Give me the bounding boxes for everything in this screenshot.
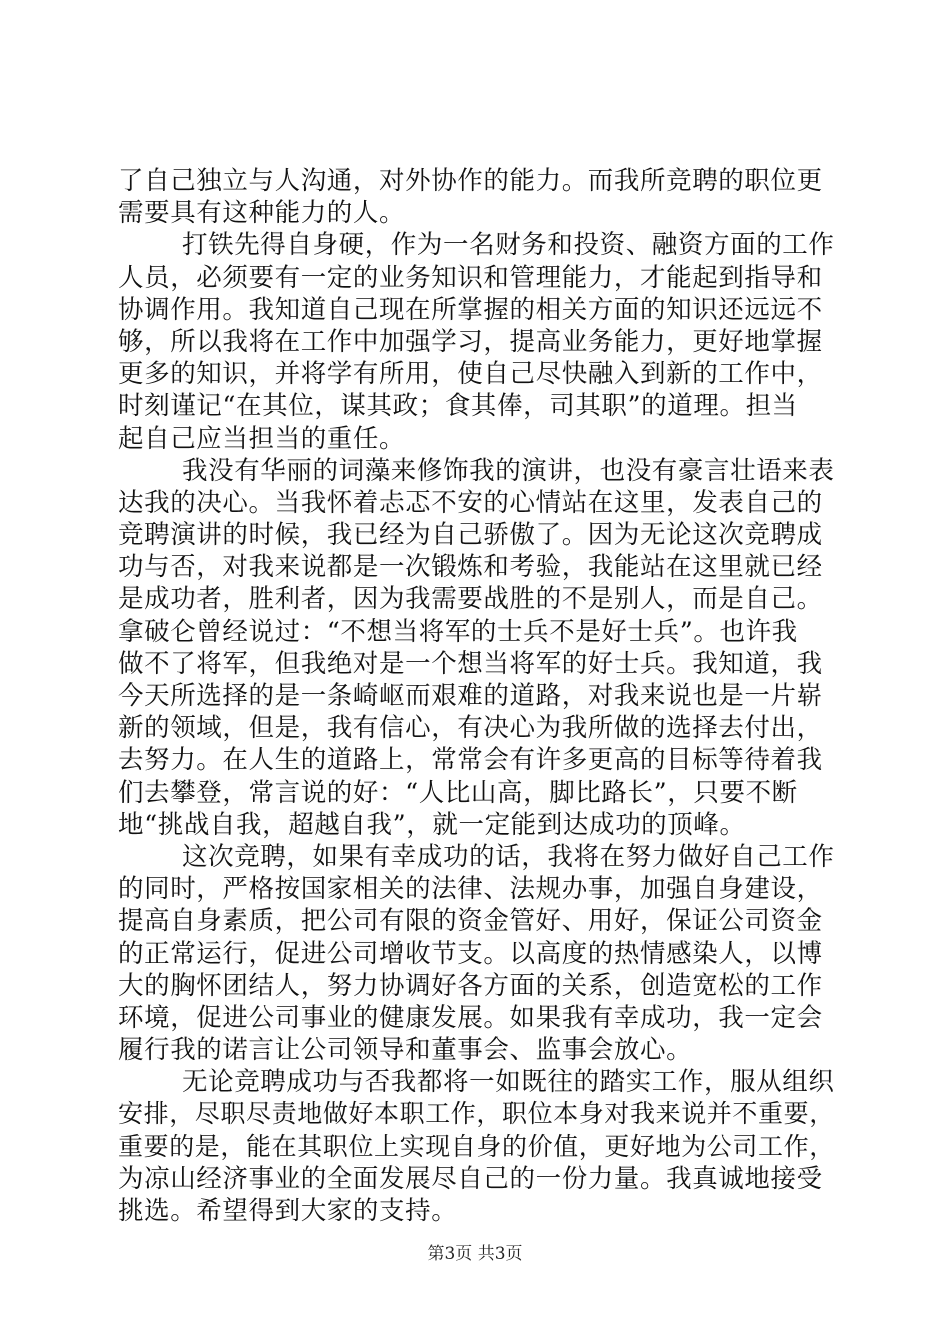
text-line: 履行我的诺言让公司领导和董事会、监事会放心。 [118,1035,693,1066]
text-line: 的同时，严格按国家相关的法律、法规办事，加强自身建设， [118,874,823,905]
text-line: 人员，必须要有一定的业务知识和管理能力，才能起到指导和 [118,262,823,293]
text-line: 去努力。在人生的道路上，常常会有许多更高的目标等待着我 [118,745,823,776]
paragraph-first-line: 这次竞聘，如果有幸成功的话，我将在努力做好自己工作 [182,841,835,872]
text-line: 做不了将军，但我绝对是一个想当将军的好士兵。我知道，我 [118,648,823,679]
text-line: 需要具有这种能力的人。 [118,198,406,229]
text-line: 是成功者，胜利者，因为我需要战胜的不是别人，而是自己。 [118,584,823,615]
paragraph-first-line: 无论竞聘成功与否我都将一如既往的踏实工作，服从组织 [182,1067,835,1098]
text-line: 协调作用。我知道自己现在所掌握的相关方面的知识还远远不 [118,294,823,325]
text-line: 更多的知识，并将学有所用，使自己尽快融入到新的工作中， [118,359,823,390]
text-line: 达我的决心。当我怀着忐忑不安的心情站在这里，发表自己的 [118,487,823,518]
text-line: 拿破仑曾经说过：“不想当将军的士兵不是好士兵”。也许我 [118,616,798,647]
text-line: 环境，促进公司事业的健康发展。如果我有幸成功，我一定会 [118,1002,823,1033]
text-line: 了自己独立与人沟通，对外协作的能力。而我所竞聘的职位更 [118,166,823,196]
text-line: 提高自身素质，把公司有限的资金管好、用好，保证公司资金 [118,906,823,937]
text-line: 为凉山经济事业的全面发展尽自己的一份力量。我真诚地接受 [118,1163,823,1194]
text-line: 安排，尽职尽责地做好本职工作，职位本身对我来说并不重要， [118,1099,835,1129]
text-line: 地“挑战自我，超越自我”，就一定能到达成功的顶峰。 [118,809,746,840]
text-line: 够，所以我将在工作中加强学习，提高业务能力，更好地掌握 [118,326,823,357]
text-line: 竞聘演讲的时候，我已经为自己骄傲了。因为无论这次竞聘成 [118,520,823,551]
paragraph-first-line: 我没有华丽的词藻来修饰我的演讲，也没有豪言壮语来表 [182,455,835,486]
text-line: 今天所选择的是一条崎岖而艰难的道路，对我来说也是一片崭 [118,681,823,711]
page-footer: 第3页 共3页 [427,1244,523,1264]
text-line: 时刻谨记“在其位，谋其政；食其俸，司其职”的道理。担当 [118,391,798,422]
document-body [118,165,838,1227]
text-line: 重要的是，能在其职位上实现自身的价值，更好地为公司工作， [118,1131,835,1161]
text-line: 起自己应当担当的重任。 [118,423,406,454]
text-line: 大的胸怀团结人，努力协调好各方面的关系，创造宽松的工作 [118,970,823,1001]
paragraph-first-line: 打铁先得自身硬，作为一名财务和投资、融资方面的工作 [182,230,835,261]
text-line: 新的领域，但是，我有信心，有决心为我所做的选择去付出， [118,713,823,744]
text-line: 的正常运行，促进公司增收节支。以高度的热情感染人，以博 [118,938,823,969]
text-line: 们去攀登，常言说的好：“人比山高，脚比路长”，只要不断 [118,777,798,808]
text-line: 功与否，对我来说都是一次锻炼和考验，我能站在这里就已经 [118,552,823,583]
text-line: 挑选。希望得到大家的支持。 [118,1196,458,1226]
